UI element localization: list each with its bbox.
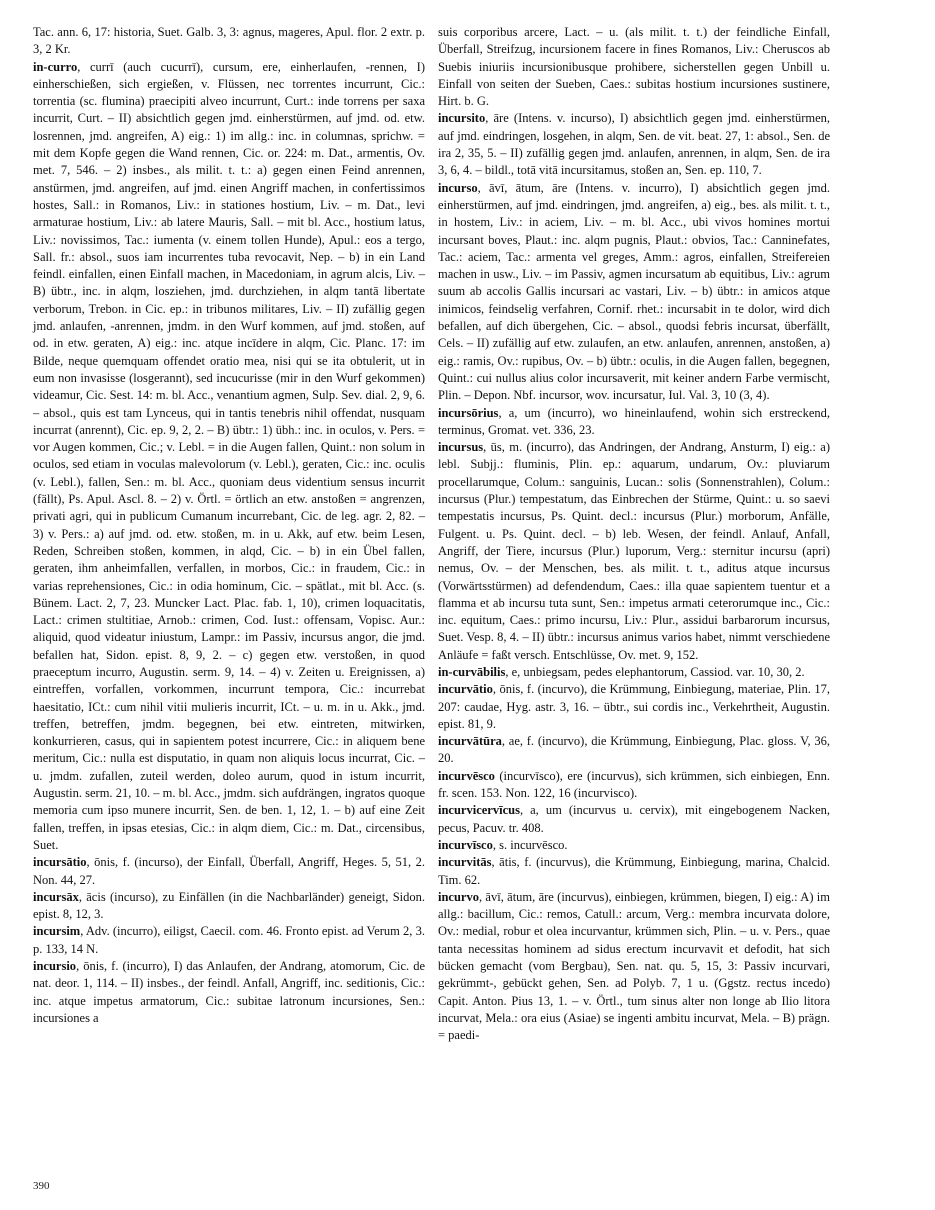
entry-text: , āvī, ātum, āre (Intens. v. incurro), I) absichtlich gegen jmd. einherstürmen, auf jmd. eindringen, jmd. angreifen, a) eig., bes. als milit. t. t., in hostem, Liv.: in aciem, Liv. – m. bl. Acc., ubi vivos homines mortui incursant boves, Plaut.: inc. alqm pugnis, Plaut.: obvios, Tac.: Canninefates, Tac.: aciem, Tac.: armenta vel greges, Amm.: agros, einfallen, Streifereien machen in usw., Liv. – im Passiv, agmen incursatum ab equitibus, Liv.: agrum suum ab accolis Gallis incursari ac vastari, Liv. – b) übtr.: in amicos atque inimicos, feindselig verfahren, Cornif. rhet.: incursabit in te dolor, wird dich befallen, auf dich übergehen, Cic. – absol., quodsi febris incursat, überfällt, Cels. – II) zufällig auf etw. zulaufen, an etw. anlaufen, anrennen, anstoßen, a) eig.: ramis, Ov.: rupibus, Ov. – b) übtr.: oculis, in die Augen fallen, begegnen, Quint.: cui nullus alius color incursaverit, mit keiner andern Farbe vermischt, Plin. – Depon. Nbf. incursor, wov. incursatur, Iul. Val. 3, 10 (3, 4). <box>438 180 830 403</box>
entry-text: , ūs, m. (incurro), das Andringen, der Andrang, Ansturm, I) eig.: a) lebl. Subjj.: fluminis, Plin. ep.: aquarum, undarum, Ov.: pluviarum procellarumque, Colum.: sanguinis, Lucan.: solis (Sonnenstrahlen), Colum.: incursus (Plur.) tempestatum, das Einbrechen der Stürme, Quint.: u. so saevi tempestatis incursus, Ps. Quint. decl.: incursus (Plur.) morborum, Anfälle, Fulgent. u. Ps. Quint. decl. – b) leb. Wesen, der feindl. Anlauf, Anfall, Angriff, der Tiere, incursus (Plur.) luporum, Verg.: sternitur incursu (apri) nemus, Ov. – der Menschen, bes. als milit. t. t., aditus atque incursus (Vorwärtsstürmen) ad defendendum, Caes.: illa quae sapientem tuentur et a flamma et ab incursu tuta sunt, Sen.: impetus armati ceterorumque inc., Cic.: inc. equitum, Caes.: primo incursu, Liv.: Plur., assidui barbarorum incursus, Suet. Vesp. 8, 4. – II) übtr.: incursus animus varios habet, nimmt verschiedene Anläufe = faßt versch. Entschlüsse, Ov. met. 9, 152. <box>438 440 830 662</box>
entry-incurvesco <box>438 768 830 803</box>
entry-text: , ōnis, f. (incurvo), die Krümmung, Einbiegung, materiae, Plin. 17, 207: caudae, Hyg. astr. 3, 16. – übtr., sui cordis inc., Verkehrtheit, Augustin. epist. 81, 9. <box>438 682 830 731</box>
headword: in-curvābilis <box>438 664 506 679</box>
entry-incurvatio <box>438 681 830 733</box>
entry-text: , currī (auch cucurrī), cursum, ere, einherlaufen, -rennen, I) einherschießen, sich ergießen, v. Flüssen, nec torrentes incurrunt, Cic.: torrentia (sc. flumina) praecipiti alveo incurrunt, Curt.: inde torrens per saxa incurrit, Curt. – II) absichtlich gegen jmd. einherstürmen, auf jmd. od. etw. losrennen, jmd. angreifen, A) eig.: 1) im allg.: inc. in columnas, sprichw. = mit dem Kopfe gegen die Wand rennen, Cic. or. 224: m. Dat., armentis, Ov. met. 7, 546. – 2) insbes., als milit. t. t.: a) gegen einen Feind anrennen, anstürmen, jmd. angreifen, auf jmd. einen Angriff machen, in confertissimos hostes, Sall.: in Romanos, Liv.: in stationes hostium, Liv. – m. Dat., levi armaturae hostium, Liv.: ab latere Mauris, Sall. – mit bl. Acc., hostium latus, Liv.: novissimos, Tac.: iumenta (v. einem tollen Hunde), Apul.: eos a tergo, Sall. fr.: absol., suos iam incurrentes tuba revocavit, Nep. – b) in ein Land feindl. einfallen, einen Einfall machen, in Macedoniam, in agrum alcis, Liv. – B) übtr., inc. in alqm, losziehen, jmd. durchziehen, in alqm tantā libertate verborum, Trebon. in Cic. ep.: in tribunos militares, Liv. – II) zufällig gegen jmd. anlaufen, -anrennen, jmdm. in den Wurf kommen, auf jmd. stoßen, auf od. in etw. geraten, A) eig.: inc. atque incīdere in alqm, Cic. Planc. 17: im Bilde, neque quemquam offendet oratio mea, nisi qui se ita obtulerit, ut in eum non invasisse (losgerannt), sed incucurisse (mir in den Wurf gekommen) videamur, Cic. Sest. 14: m. bl. Acc., venantium agmen, Sulp. Sev. dial. 2, 9, 6. – absol., quis est tam Lynceus, qui in tantis tenebris nihil offendat, nusquam incurrat (anrennt), Cic. ep. 9, 2, 2. – B) übtr.: 1) übh.: inc. in oculos, v. Pers. = vor Augen kommen, Cic.; v. Lebl. = in die Augen fallen, Quint.: non solum in oculos, sed etiam in voculas malevolorum (v. Lebl.), geraten, Cic.: inc. oculis (v. Lebl.), fallen, Sen.: m. bl. Acc., quoniam deus videntium sensus incurrit (fällt), Ps. Apul. Ascl. 8. – 2) v. Örtl. = örtlich an etw. anstoßen = angrenzen, privati agri, qui in publicum Cumanum incurrebant, Cic. de leg. agr. 2, 82. – 3) v. Pers.: a) auf jmd. od. etw. stoßen, m. in u. Akk, auf etw. beim Lesen, Reden, Schreiben stoßen, kommen, in alqd, Cic. – b) in ein Übel fallen, geraten, ihm anheimfallen, verfallen, in morbos, Cic.: in fraudem, Cic.: in varias reprehensiones, Cic.: in odia hominum, Cic. – spätlat., mit bl. Acc. (s. Bünem. Lact. 2, 7, 23. Muncker Lact. Plac. fab. 1, 10), crimen loquacitatis, Lact.: crimen stultitiae, Arnob.: crimen, Cod. Iust.: offensam, Vopisc. Aur.: aliquid, quod videatur iniustum, Lampr.: im Passiv, incursus angor, die jmd. befallen hat, Sidon. epist. 8, 9, 2. – c) gegen etw. verstoßen, in quod praeceptum incurro, Augustin. serm. 9, 14. – 4) v. Zeiten u. Ereignissen, a) eintreffen, vorfallen, vorkommen, incurrunt tempora, Cic.: incurrebat haesitatio, ICt.: cum nihil vitii mulieris incurrit, ICt. – u. m. in u. Akk., jmd. treffen, betreffen, jmdm. begegnen, bei etw. eintreten, mitwirken, konkurrieren, casus, qui in sapientem potest incurrere, Cic.: in aliquem bene meritum, Cic.: nulla est disputatio, in quam non aliquis locus incurrat, Cic. – u. jmdm. zufallen, zuteil werden, doleo aurum, quod in istum incurrit, Augustin. serm. 21, 10. – m. bl. Acc., jmdm. sich aufdrängen, ingratos quoque memoria cum ipso munere incurrit, Sen. de ben. 1, 12, 1. – b) auf eine Zeit fallen, treffen, in ipsas etesias, Cic.: in alqm diem, Cic.: m. Dat., circensibus, Suet. <box>33 59 425 852</box>
headword: incursus <box>438 440 484 455</box>
entry-incurvatura <box>438 733 830 768</box>
entry-incurvitas <box>438 854 830 889</box>
entry-incursax <box>33 889 425 924</box>
entry-text: , ōnis, f. (incurso), der Einfall, Überfall, Angriff, Heges. 5, 51, 2. Non. 44, 27. <box>33 855 425 887</box>
entry-incurro <box>33 59 425 855</box>
headword: incurvātio <box>438 682 493 697</box>
headword: incursāx <box>33 889 79 904</box>
headword: incurvēsco <box>438 768 495 783</box>
right-column <box>438 24 830 1045</box>
entry-text: , ōnis, f. (incurro), I) das Anlaufen, der Andrang, atomorum, Cic. de nat. deor. 1, 114. – II) insbes., der feindl. Anfall, Angriff, inc. seditionis, Cic.: inc. atque impetus armatorum, Cic.: subitae latronum incursiones, Sen.: incursiones a <box>33 959 425 1025</box>
entry-text: (incurvīsco), ere (incurvus), sich krümmen, sich einbiegen, Enn. fr. scen. 153. Non. 122, 16 (incurvisco). <box>438 768 830 801</box>
headword: incurvīsco <box>438 837 493 852</box>
headword: incurso <box>438 180 478 195</box>
entry-continuation <box>33 24 425 59</box>
headword: incursōrius <box>438 405 499 420</box>
entry-text: Tac. ann. 6, 17: historia, Suet. Galb. 3, 3: agnus, mageres, Apul. flor. 2 extr. p. 3, 2 Kr. <box>33 25 425 57</box>
headword: incurvitās <box>438 855 492 870</box>
entry-incursim <box>33 923 425 958</box>
headword: incurvicervīcus <box>438 803 520 818</box>
entry-incurso <box>438 180 830 405</box>
entry-continuation <box>438 24 830 110</box>
entry-text: , ātis, f. (incurvus), die Krümmung, Einbiegung, marina, Chalcid. Tim. 62. <box>438 855 830 887</box>
entry-incurvicervicus <box>438 802 830 837</box>
left-column <box>33 24 425 1027</box>
entry-text: , s. incurvēsco. <box>492 837 568 852</box>
entry-incursito <box>438 110 830 179</box>
entry-text: , āvī, ātum, āre (incurvus), einbiegen, krümmen, biegen, I) eig.: A) im allg.: bacillum, Cic.: remos, Catull.: arcum, Verg.: membra incurvata dolore, Ov.: medial, robur et olea incurvantur, krümmen sich, Plin. – u. v. Pers., quae tanta necessitas hominem ad sidus erectum incurvavit et defodit, hat sich bücken gemacht (vom Bergbau), Sen. nat. qu. 5, 15, 3: Passiv incurvari, gekrümmt-, gebückt gehen, Sen. ad Polyb. 7, 1 u. (Ggstz. rectus incedo) Capit. Anton. Pius 13, 1. – v. Örtl., tum sinus alter non longe ab Ilio litora incurvat, Mela.: ora eius (Asiae) se ingenti ambitu incurvat, Mela. – B) prägn. = paedi- <box>438 889 830 1043</box>
headword: in-curro <box>33 59 78 74</box>
entry-incursatio <box>33 854 425 889</box>
entry-text: , ae, f. (incurvo), die Krümmung, Einbiegung, Plac. gloss. V, 36, 20. <box>438 734 830 766</box>
entry-text: , e, unbiegsam, pedes elephantorum, Cassiod. var. 10, 30, 2. <box>505 664 805 679</box>
entry-text: , a, um (incurro), wo hineinlaufend, wohin sich erstreckend, terminus, Gromat. vet. 336, 23. <box>438 405 830 437</box>
entry-text: , a, um (incurvus u. cervix), mit eingebogenem Nacken, pecus, Pacuv. tr. 408. <box>438 803 830 835</box>
headword: incurvātūra <box>438 734 502 749</box>
entry-incurvisco <box>438 837 830 854</box>
headword: incursio <box>33 959 77 974</box>
entry-text: suis corporibus arcere, Lact. – u. (als milit. t. t.) der feindliche Einfall, Überfall, Streifzug, incursionem facere in fines Romanos, Liv.: Cheruscos ab Suebis iniuriis incursionibusque prohibere, sicherstellen gegen Unbill u. Einfall von seiten der Sueben, Caes.: subitas hostium incursiones sustinere, Hirt. b. G. <box>438 25 830 109</box>
entry-incursio <box>33 958 425 1027</box>
entry-text: , ācis (incurso), zu Einfällen (in die Nachbarländer) geneigt, Sidon. epist. 8, 12, 3. <box>33 889 425 922</box>
headword: incurvo <box>438 889 479 904</box>
entry-incurvo <box>438 889 830 1045</box>
entry-incursorius <box>438 405 830 440</box>
entry-text: , Adv. (incurro), eiligst, Caecil. com. 46. Fronto epist. ad Verum 2, 3. p. 133, 14 N. <box>33 924 425 956</box>
entry-incurvabilis <box>438 664 830 681</box>
page-number: 390 <box>33 1180 50 1192</box>
entry-incursus <box>438 439 830 664</box>
entry-text: , āre (Intens. v. incurso), I) absichtlich gegen jmd. einherstürmen, auf jmd. eindringen, losgehen, in alqm, Sen. de vit. beat. 27, 1: absol., Sen. de ira 2, 35, 5. – II) zufällig gegen jmd. anlaufen, anrennen, in alqm, Sen. de ira 3, 6, 4. – bildl., totā vitā incursitamus, stoßen an, Sen. ep. 110, 7. <box>438 111 830 178</box>
headword: incursātio <box>33 855 87 870</box>
headword: incursito <box>438 111 486 126</box>
headword: incursim <box>33 924 81 939</box>
